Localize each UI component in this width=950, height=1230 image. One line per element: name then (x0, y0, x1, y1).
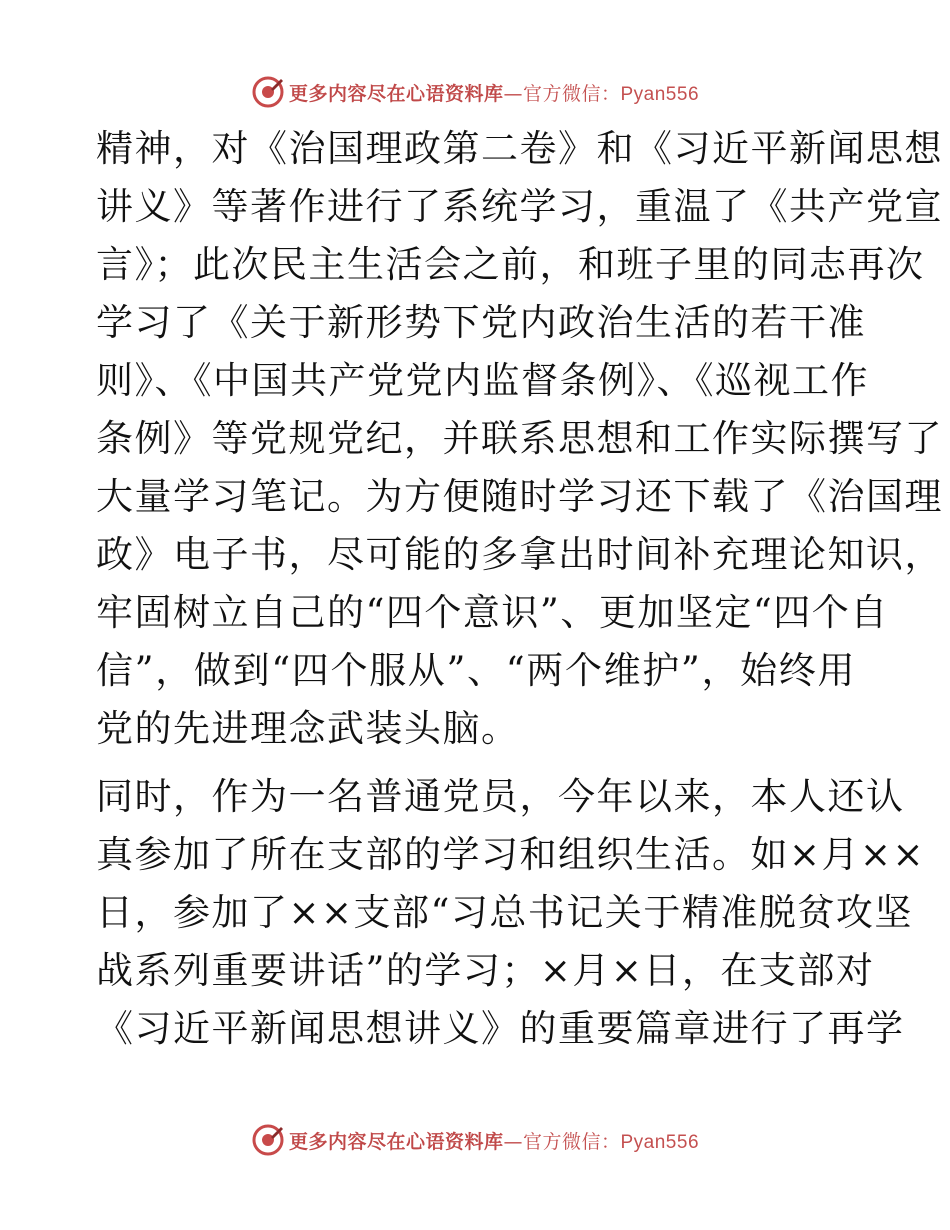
watermark-dash: — (503, 1130, 523, 1153)
text-line: 信”，做到“四个服从”、“两个维护”，始终用 (96, 649, 856, 692)
text-line: 战系列重要讲话”的学习；×月×日，在支部对 (96, 949, 875, 992)
paragraph (96, 120, 943, 758)
paragraph (96, 768, 926, 1058)
header-watermark (0, 72, 950, 112)
text-line: 条例》等党规党纪，并联系思想和工作实际撰写了 (96, 417, 943, 460)
text-line: 党的先进理念武装头脑。 (96, 707, 520, 750)
pen-circle-logo-icon (251, 1123, 285, 1157)
watermark-wechat-label: 官方微信： (522, 1130, 621, 1153)
text-line: 言》；此次民主生活会之前，和班子里的同志再次 (96, 243, 925, 286)
text-line: 讲义》等著作进行了系统学习，重温了《共产党宣 (96, 185, 943, 228)
text-line: 学习了《关于新形势下党内政治生活的若干准 (96, 301, 866, 344)
watermark-site: 更多内容尽在心语资料库 (288, 82, 504, 105)
watermark-text (289, 1127, 699, 1154)
text-line: 日，参加了××支部“习总书记关于精准脱贫攻坚 (96, 891, 913, 934)
text-line: 牢固树立自己的“四个意识”、更加坚定“四个自 (96, 591, 889, 634)
watermark-wechat-label: 官方微信： (522, 82, 621, 105)
text-line: 《习近平新闻思想讲义》的重要篇章进行了再学 (96, 1007, 905, 1050)
watermark-text (289, 79, 699, 106)
text-line: 精神，对《治国理政第二卷》和《习近平新闻思想 (96, 127, 943, 170)
watermark-dash: — (503, 82, 523, 105)
watermark-wechat-id: Pyan556 (620, 1131, 700, 1153)
text-line: 政》电子书，尽可能的多拿出时间补充理论知识， (96, 533, 943, 576)
footer-watermark (0, 1120, 950, 1160)
text-line: 大量学习笔记。为方便随时学习还下载了《治国理 (96, 475, 943, 518)
watermark-site: 更多内容尽在心语资料库 (288, 1130, 504, 1153)
pen-circle-logo-icon (251, 75, 285, 109)
watermark-wechat-id: Pyan556 (620, 83, 700, 105)
text-line: 同时，作为一名普通党员，今年以来，本人还认 (96, 775, 905, 818)
text-line: 真参加了所在支部的学习和组织生活。如×月×× (96, 833, 926, 876)
document-body (96, 120, 943, 1058)
text-line: 则》、《中国共产党党内监督条例》、《巡视工作 (96, 359, 869, 402)
